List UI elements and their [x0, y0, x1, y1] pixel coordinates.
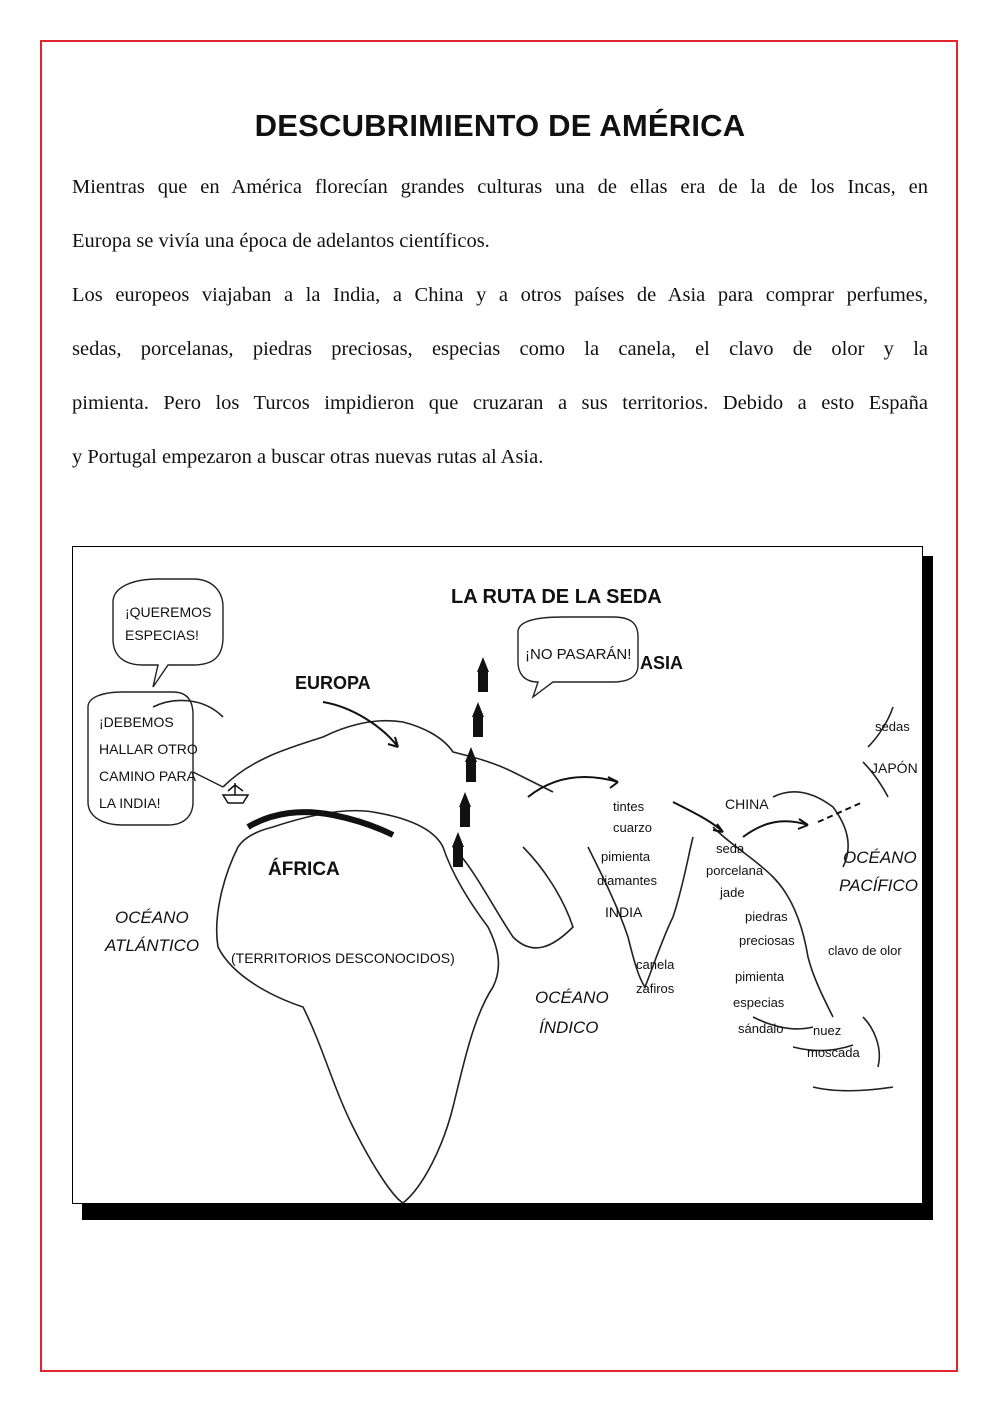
good-piedras: piedras — [745, 909, 788, 924]
paragraph-intro — [72, 176, 928, 284]
label-china: CHINA — [725, 796, 769, 812]
label-oceano-atlantico: OCÉANO — [115, 908, 189, 927]
good-especias: especias — [733, 995, 785, 1010]
paragraph-line: Europa se vivía una época de adelantos científicos. — [72, 230, 490, 252]
label-oceano-pacifico: PACÍFICO — [839, 876, 919, 895]
bubble-queremos-line: ¡QUEREMOS — [125, 604, 212, 620]
good-clavo: clavo de olor — [828, 943, 902, 958]
paragraph-trade — [72, 284, 928, 500]
good-diamantes: diamantes — [597, 873, 657, 888]
paragraph-line: sedas, porcelanas, piedras preciosas, especias como la canela, el clavo de olor y la — [72, 338, 928, 360]
silk-road-map — [72, 546, 923, 1204]
label-oceano-atlantico: ATLÁNTICO — [105, 936, 200, 955]
good-jade: jade — [720, 885, 745, 900]
map-drawing — [73, 547, 922, 1203]
good-sedas: sedas — [875, 719, 910, 734]
good-porcelana: porcelana — [706, 863, 764, 878]
coast-shading — [248, 812, 393, 835]
label-oceano-indico: ÍNDICO — [539, 1018, 599, 1037]
paragraph-line: Los europeos viajaban a la India, a China y a otros países de Asia para comprar perfumes, — [72, 284, 928, 306]
good-cuarzo: cuarzo — [613, 820, 653, 835]
bubble-debemos-line: CAMINO PARA — [99, 768, 196, 784]
label-africa: ÁFRICA — [268, 859, 340, 880]
label-oceano-pacifico: OCÉANO — [843, 848, 917, 867]
bubble-debemos-line: LA INDIA! — [99, 795, 161, 811]
bubble-queremos-line: ESPECIAS! — [125, 627, 199, 643]
paragraph-line: Mientras que en América florecían grandes culturas una de ellas era de la de los Incas, en — [72, 176, 928, 198]
arrow-india-china — [673, 802, 723, 832]
good-zafiros: zafiros — [636, 981, 675, 996]
good-preciosas: preciosas — [739, 933, 795, 948]
bubble-debemos-tail — [193, 772, 223, 787]
europe-coast — [223, 721, 553, 792]
label-india: INDIA — [605, 904, 643, 920]
barrier-figures — [452, 657, 489, 867]
bubble-debemos-line: HALLAR OTRO — [99, 741, 198, 757]
arabia-outline — [453, 847, 573, 948]
label-africa-note: (TERRITORIOS DESCONOCIDOS) — [231, 950, 455, 966]
arrow-asia — [528, 777, 618, 797]
bubble-debemos-line: ¡DEBEMOS — [99, 714, 174, 730]
good-canela: canela — [636, 957, 675, 972]
good-pimienta: pimienta — [601, 849, 651, 864]
page-title: DESCUBRIMIENTO DE AMÉRICA — [254, 108, 746, 143]
africa-outline — [217, 811, 499, 1203]
paragraph-line: pimienta. Pero los Turcos impidieron que cruzaran a sus territorios. Debido a esto España — [72, 392, 928, 414]
bubble-no-pasaran-text: ¡NO PASARÁN! — [525, 646, 632, 663]
good-seda: seda — [716, 841, 745, 856]
label-europa: EUROPA — [295, 673, 371, 693]
paragraph-line: y Portugal empezaron a buscar otras nuevas rutas al Asia. — [72, 446, 544, 468]
label-oceano-indico: OCÉANO — [535, 988, 609, 1007]
label-asia: ASIA — [640, 653, 684, 673]
good-moscada: moscada — [807, 1045, 860, 1060]
label-japon: JAPÓN — [871, 760, 918, 776]
good-tintes: tintes — [613, 799, 645, 814]
good-pimienta-sea: pimienta — [735, 969, 785, 984]
map-title: LA RUTA DE LA SEDA — [451, 586, 662, 608]
good-sandalo: sándalo — [738, 1021, 784, 1036]
ship-icon — [223, 783, 248, 803]
arrow-europa — [323, 702, 398, 747]
good-nuez: nuez — [813, 1023, 842, 1038]
